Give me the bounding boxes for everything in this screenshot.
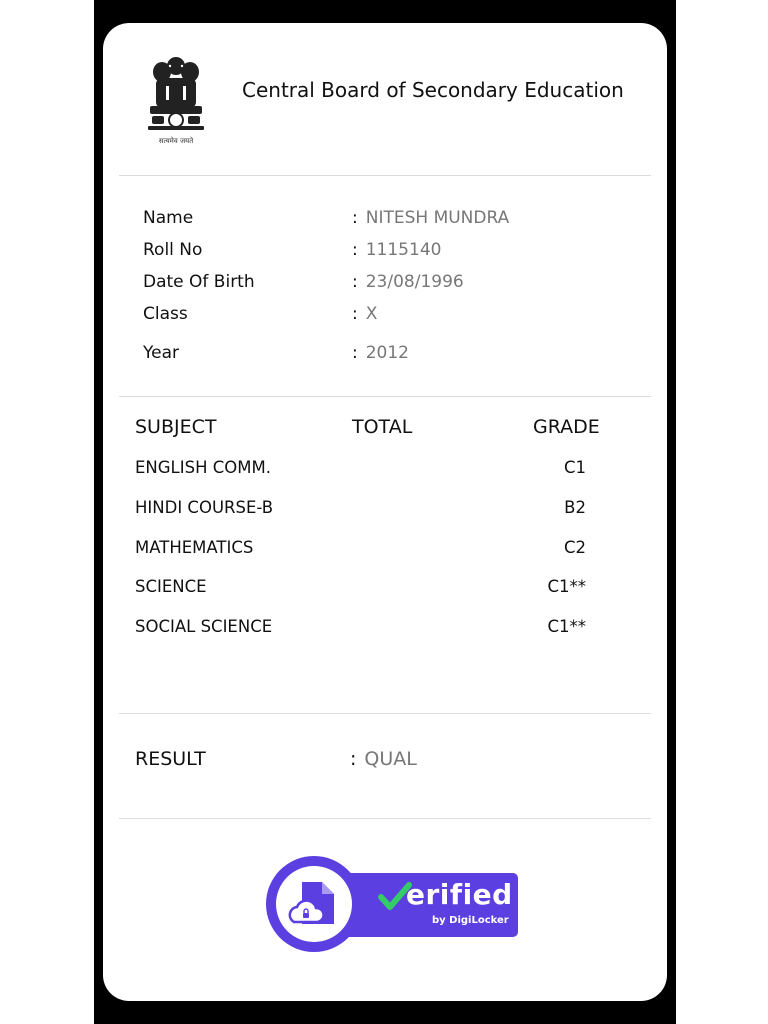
total-header: TOTAL (352, 416, 413, 438)
divider (119, 713, 651, 714)
badge-circle (266, 856, 362, 952)
result-value: : QUAL (350, 748, 417, 770)
year-label: Year (143, 343, 179, 363)
dob-label: Date Of Birth (143, 272, 255, 292)
document-cloud-icon (276, 866, 352, 942)
divider (119, 818, 651, 819)
subject-header: SUBJECT (135, 416, 217, 438)
digilocker-byline: by DigiLocker (432, 915, 509, 926)
class-label: Class (143, 304, 188, 324)
name-label: Name (143, 208, 194, 228)
roll-value: : 1115140 (352, 240, 442, 260)
verified-badge[interactable] (266, 856, 520, 952)
class-value: : X (352, 304, 378, 324)
emblem-icon (140, 52, 212, 148)
dob-value: : 23/08/1996 (352, 272, 464, 292)
divider (119, 396, 651, 397)
grade-cell: C1** (547, 577, 586, 596)
year-value: : 2012 (352, 343, 409, 363)
emblem-motto: सत्यमेव जयते (158, 137, 194, 145)
grade-cell: B2 (564, 498, 586, 517)
grade-cell: C1 (563, 458, 586, 477)
subject-cell: HINDI COURSE-B (135, 498, 274, 517)
grade-cell: C1** (547, 617, 586, 636)
grade-cell: C2 (563, 538, 586, 557)
name-value: : NITESH MUNDRA (352, 208, 510, 228)
subject-cell: SOCIAL SCIENCE (135, 617, 273, 636)
result-label: RESULT (135, 748, 206, 770)
subject-cell: SCIENCE (135, 577, 207, 596)
subject-cell: ENGLISH COMM. (135, 458, 271, 477)
roll-label: Roll No (143, 240, 203, 260)
grade-header: GRADE (533, 416, 600, 438)
board-title: Central Board of Secondary Education (242, 78, 624, 102)
divider (119, 175, 651, 176)
subject-cell: MATHEMATICS (135, 538, 254, 557)
verified-word: erified (406, 878, 513, 911)
